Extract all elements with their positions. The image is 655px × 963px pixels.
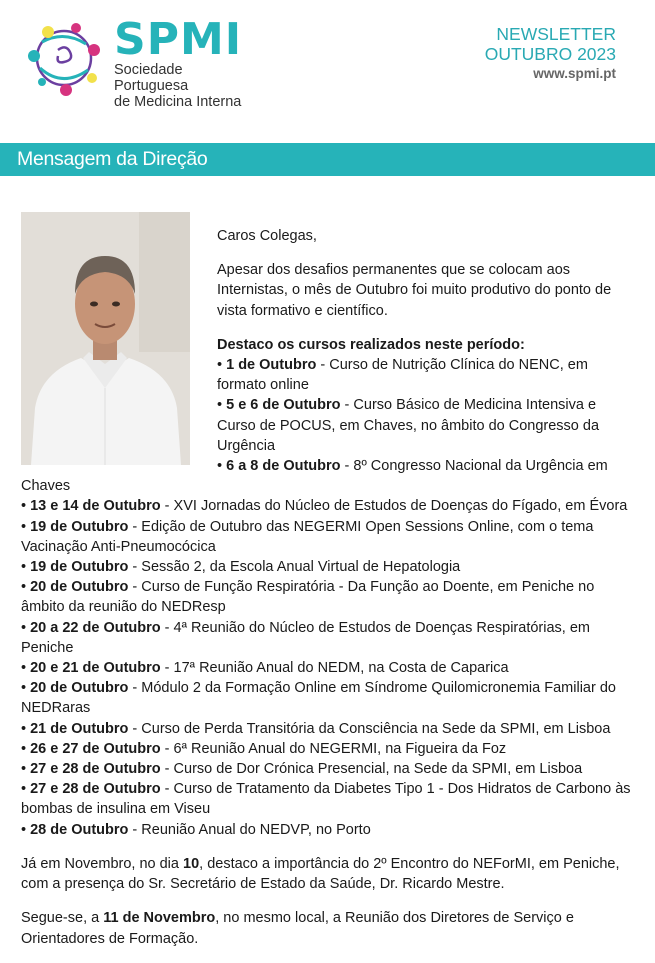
nov-post: , destaco a importância do 2º Encontro do NEForMI, em Peniche, com a presença do Sr. Secretário de Estado da Saúde, Dr. Ricardo Mestre.	[21, 855, 620, 893]
list-item: • 19 de Outubro - Sessão 2, da Escola Anual Virtual de Hepatologia	[21, 559, 461, 576]
next-event-paragraph	[21, 908, 633, 948]
item-date: 27 e 28 de Outubro	[30, 781, 161, 798]
spmi-logo-mark-icon	[24, 20, 106, 96]
item-text: - Sessão 2, da Escola Anual Virtual de Hepatologia	[128, 559, 461, 576]
item-date: 19 de Outubro	[30, 559, 129, 576]
list-item: • 1 de Outubro - Curso de Nutrição Clínica do NENC, em formato online	[217, 357, 588, 394]
logo-subtitle	[114, 62, 254, 110]
item-text: - 17ª Reunião Anual do NEDM, na Costa de Caparica	[160, 660, 509, 677]
item-date: 20 e 21 de Outubro	[30, 660, 161, 677]
spmi-logo[interactable]	[24, 14, 254, 110]
next-pre: Segue-se, a	[21, 910, 104, 927]
item-text: - 8º Congresso Nacional da Urgência em Chaves	[21, 458, 608, 495]
list-item: • 13 e 14 de Outubro - XVI Jornadas do Núcleo de Estudos de Doenças do Fígado, em Évora	[21, 498, 628, 515]
list-item: • 6 a 8 de Outubro - 8º Congresso Nacional da Urgência em Chaves	[21, 458, 608, 495]
list-item: • 5 e 6 de Outubro - Curso Básico de Medicina Intensiva e Curso de POCUS, em Chaves, no âmbito do Congresso da Urgência	[217, 397, 600, 454]
item-date: 28 de Outubro	[30, 821, 129, 838]
list-item: • 21 de Outubro - Curso de Perda Transitória da Consciência na Sede da SPMI, em Lisboa	[21, 720, 611, 737]
item-date: 20 a 22 de Outubro	[30, 619, 161, 636]
greeting: Caros Colegas,	[217, 228, 317, 244]
item-date: 6 a 8 de Outubro	[226, 458, 341, 475]
list-item: • 19 de Outubro - Edição de Outubro das NEGERMI Open Sessions Online, com o tema Vacinação Anti-Pneumocócica	[21, 518, 594, 555]
item-date: 27 e 28 de Outubro	[30, 761, 161, 778]
list-item: • 27 e 28 de Outubro - Curso de Dor Crónica Presencial, na Sede da SPMI, em Lisboa	[21, 761, 583, 778]
item-date: 26 e 27 de Outubro	[30, 740, 161, 757]
logo-subtitle-line2: de Medicina Interna	[114, 94, 242, 110]
list-item: • 27 e 28 de Outubro - Curso de Tratamento da Diabetes Tipo 1 - Dos Hidratos de Carbono às bombas de insulina em Viseu	[21, 781, 631, 818]
highlight-heading: Destaco os cursos realizados neste período:	[217, 336, 525, 353]
item-text: - Curso de Perda Transitória da Consciência na Sede da SPMI, em Lisboa	[128, 720, 611, 737]
next-bold: 11 de Novembro	[103, 910, 216, 927]
newsletter-issue-info	[485, 24, 616, 84]
newsletter-issue: OUTUBRO 2023	[484, 44, 616, 64]
list-item: • 20 a 22 de Outubro - 4ª Reunião do Núcleo de Estudos de Doenças Respiratórias, em Peniche	[21, 619, 590, 656]
item-date: 21 de Outubro	[30, 720, 129, 737]
section-title: Mensagem da Direção	[17, 148, 208, 170]
item-date: 1 de Outubro	[226, 357, 317, 374]
item-text: - 4ª Reunião do Núcleo de Estudos de Doenças Respiratórias, em Peniche	[21, 619, 590, 656]
item-date: 13 e 14 de Outubro	[30, 498, 161, 515]
newsletter-label: NEWSLETTER	[496, 24, 616, 44]
logo-subtitle-line1: Sociedade Portuguesa	[114, 62, 189, 94]
item-text: - Curso de Função Respiratória - Da Função ao Doente, em Peniche no âmbito da reunião do NEDResp	[21, 579, 595, 616]
newsletter-header	[0, 0, 655, 140]
item-text: - Edição de Outubro das NEGERMI Open Sessions Online, com o tema Vacinação Anti-Pneumocócica	[21, 518, 594, 555]
item-date: 5 e 6 de Outubro	[226, 397, 341, 414]
list-item: • 28 de Outubro - Reunião Anual do NEDVP, no Porto	[21, 821, 371, 838]
nov-pre: Já em Novembro, no dia	[21, 855, 183, 872]
november-paragraph	[21, 854, 633, 894]
item-text: - Curso de Nutrição Clínica do NENC, em formato online	[217, 357, 588, 394]
item-text: - Reunião Anual do NEDVP, no Porto	[128, 821, 371, 838]
item-date: 20 de Outubro	[30, 680, 129, 697]
item-text: - Curso de Tratamento da Diabetes Tipo 1 - Dos Hidratos de Carbono às bombas de insulina em Viseu	[21, 781, 631, 818]
next-post: , no mesmo local, a Reunião dos Diretores de Serviço e Orientadores de Formação.	[21, 910, 574, 947]
item-date: 20 de Outubro	[30, 579, 129, 596]
list-item: • 20 e 21 de Outubro - 17ª Reunião Anual do NEDM, na Costa de Caparica	[21, 660, 509, 677]
list-item: • 20 de Outubro - Módulo 2 da Formação Online em Síndrome Quilomicronemia Familiar do NEDRaras	[21, 680, 616, 717]
item-text: - Curso Básico de Medicina Intensiva e Curso de POCUS, em Chaves, no âmbito do Congresso da Urgência	[217, 397, 600, 454]
intro-paragraph: Apesar dos desafios permanentes que se colocam aos Internistas, o mês de Outubro foi muito produtivo do ponto de vista formativo e científico.	[217, 262, 612, 319]
item-text: - XVI Jornadas do Núcleo de Estudos de Doenças do Fígado, em Évora	[160, 498, 628, 515]
nov-bold: 10	[183, 855, 200, 872]
item-text: - 6ª Reunião Anual do NEGERMI, na Figueira da Foz	[160, 740, 507, 757]
website-link[interactable]: www.spmi.pt	[533, 66, 616, 81]
item-text: - Curso de Dor Crónica Presencial, na Sede da SPMI, em Lisboa	[160, 761, 583, 778]
logo-acronym: SPMI	[114, 14, 243, 65]
director-message	[21, 226, 633, 963]
list-item: • 26 e 27 de Outubro - 6ª Reunião Anual do NEGERMI, na Figueira da Foz	[21, 740, 507, 757]
photo-spacer	[21, 226, 217, 462]
item-text: - Módulo 2 da Formação Online em Síndrome Quilomicronemia Familiar do NEDRaras	[21, 680, 616, 717]
item-date: 19 de Outubro	[30, 518, 129, 535]
list-item: • 20 de Outubro - Curso de Função Respiratória - Da Função ao Doente, em Peniche no âmbito da reunião do NEDResp	[21, 579, 595, 616]
section-title-band	[0, 143, 655, 176]
